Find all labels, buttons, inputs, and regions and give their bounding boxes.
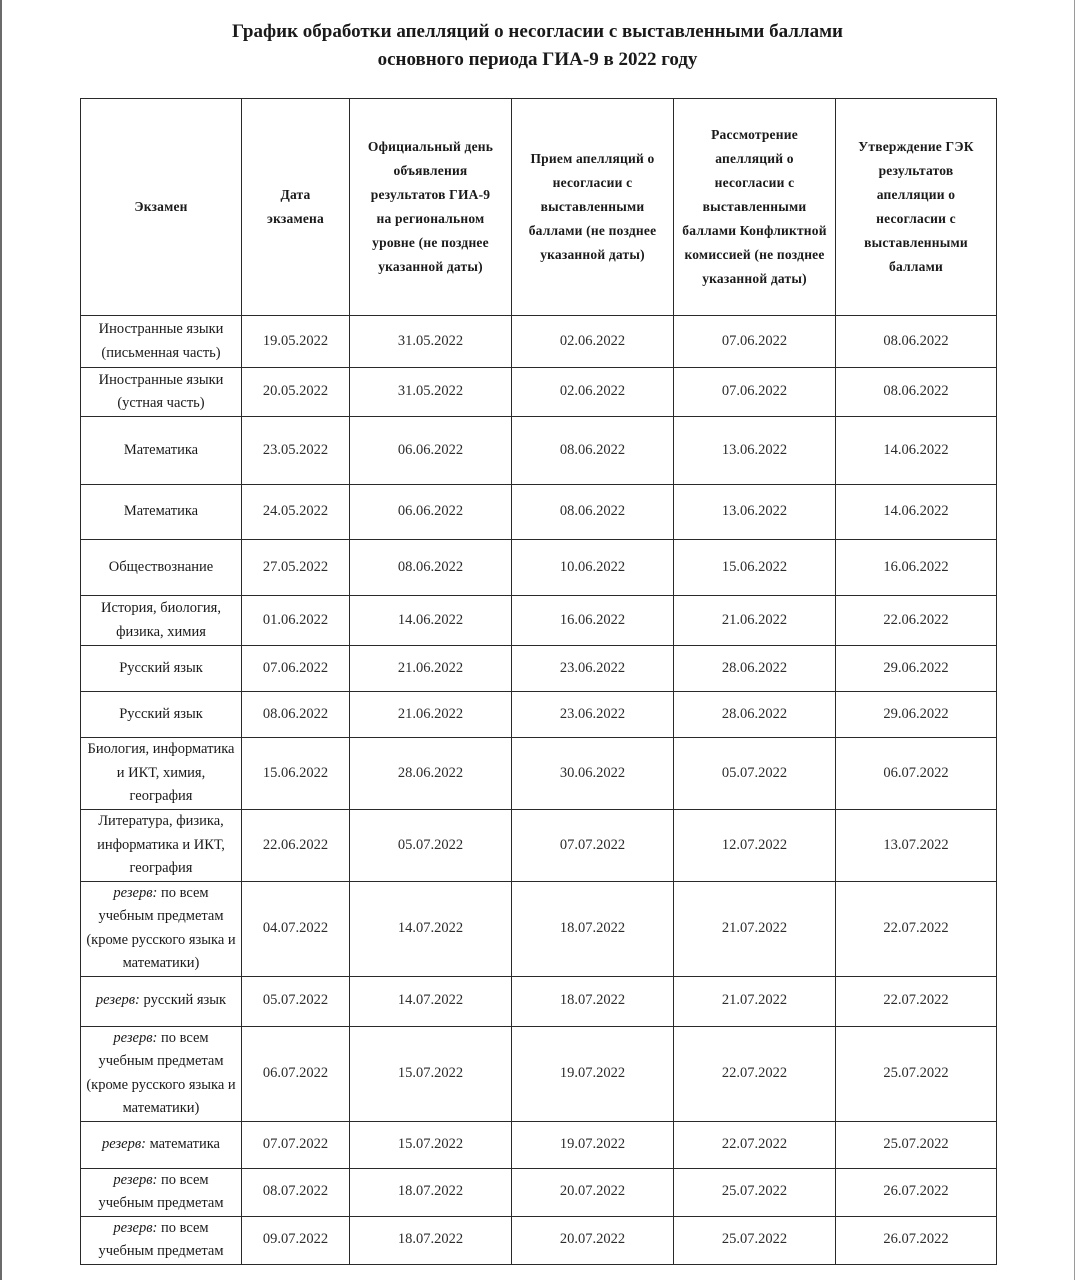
exam-name: История, биология, физика, химия (101, 600, 221, 640)
table-row (81, 976, 997, 1026)
approval-date-cell: 13.07.2022 (836, 810, 997, 882)
review-date-cell: 15.06.2022 (674, 540, 836, 596)
results-date-cell: 06.06.2022 (350, 417, 512, 485)
exam-date-cell: 19.05.2022 (242, 316, 350, 368)
header-appeal-intake: Прием апелляций о несогласии с выставленными баллами (не позднее указанной даты) (512, 99, 674, 316)
approval-date-cell: 22.07.2022 (836, 976, 997, 1026)
intake-date-cell: 19.07.2022 (512, 1121, 674, 1168)
table-row (81, 417, 997, 485)
approval-date-cell: 14.06.2022 (836, 417, 997, 485)
intake-date-cell: 08.06.2022 (512, 485, 674, 540)
approval-date-cell: 08.06.2022 (836, 368, 997, 417)
exam-date-cell: 05.07.2022 (242, 976, 350, 1026)
table-row (81, 692, 997, 738)
table-row (81, 1026, 997, 1121)
exam-name: по всем учебным предметам (98, 1219, 224, 1259)
review-date-cell: 07.06.2022 (674, 316, 836, 368)
exam-cell (81, 1168, 242, 1216)
table-row (81, 738, 997, 810)
review-date-cell: 13.06.2022 (674, 417, 836, 485)
exam-name: Русский язык (119, 659, 203, 676)
exam-date-cell: 09.07.2022 (242, 1216, 350, 1264)
table-row (81, 540, 997, 596)
exam-name: по всем учебным предметам (кроме русского языка и математики) (86, 884, 236, 971)
exam-name: Обществознание (108, 558, 214, 575)
review-date-cell: 22.07.2022 (674, 1026, 836, 1121)
intake-date-cell: 20.07.2022 (512, 1168, 674, 1216)
intake-date-cell: 19.07.2022 (512, 1026, 674, 1121)
approval-date-cell: 06.07.2022 (836, 738, 997, 810)
exam-name: по всем учебным предметам (кроме русского языка и математики) (86, 1029, 236, 1116)
page-left-edge (0, 0, 2, 1280)
intake-date-cell: 10.06.2022 (512, 540, 674, 596)
results-date-cell: 14.06.2022 (350, 596, 512, 646)
intake-date-cell: 23.06.2022 (512, 646, 674, 692)
header-exam: Экзамен (81, 99, 242, 316)
exam-cell (81, 692, 242, 738)
results-date-cell: 31.05.2022 (350, 316, 512, 368)
reserve-prefix: резерв: (113, 884, 158, 901)
exam-name: Биология, информатика и ИКТ, химия, география (87, 741, 235, 805)
results-date-cell: 18.07.2022 (350, 1168, 512, 1216)
exam-cell (81, 810, 242, 882)
exam-cell (81, 646, 242, 692)
intake-date-cell: 07.07.2022 (512, 810, 674, 882)
exam-cell (81, 417, 242, 485)
exam-cell (81, 316, 242, 368)
review-date-cell: 13.06.2022 (674, 485, 836, 540)
reserve-prefix: резерв: (95, 992, 140, 1009)
results-date-cell: 14.07.2022 (350, 976, 512, 1026)
table-header-row (81, 99, 997, 316)
approval-date-cell: 22.07.2022 (836, 881, 997, 976)
results-date-cell: 18.07.2022 (350, 1216, 512, 1264)
intake-date-cell: 18.07.2022 (512, 976, 674, 1026)
reserve-prefix: резерв: (113, 1171, 158, 1188)
review-date-cell: 22.07.2022 (674, 1121, 836, 1168)
approval-date-cell: 26.07.2022 (836, 1168, 997, 1216)
reserve-prefix: резерв: (113, 1029, 158, 1046)
results-date-cell: 14.07.2022 (350, 881, 512, 976)
reserve-prefix: резерв: (102, 1135, 146, 1152)
table-row (81, 881, 997, 976)
exam-date-cell: 06.07.2022 (242, 1026, 350, 1121)
approval-date-cell: 25.07.2022 (836, 1026, 997, 1121)
exam-name: Иностранные языки (устная часть) (98, 371, 224, 411)
exam-cell (81, 738, 242, 810)
header-gek-approval: Утверждение ГЭК результатов апелляции о несогласии с выставленными баллами (836, 99, 997, 316)
exam-cell (81, 976, 242, 1026)
review-date-cell: 21.07.2022 (674, 881, 836, 976)
exam-name: Русский язык (119, 705, 203, 722)
intake-date-cell: 30.06.2022 (512, 738, 674, 810)
appeals-schedule-table (80, 98, 997, 1265)
intake-date-cell: 23.06.2022 (512, 692, 674, 738)
approval-date-cell: 16.06.2022 (836, 540, 997, 596)
table-row (81, 646, 997, 692)
table-row (81, 1121, 997, 1168)
exam-cell (81, 540, 242, 596)
exam-date-cell: 20.05.2022 (242, 368, 350, 417)
exam-date-cell: 23.05.2022 (242, 417, 350, 485)
exam-name: русский язык (143, 992, 227, 1009)
results-date-cell: 28.06.2022 (350, 738, 512, 810)
approval-date-cell: 08.06.2022 (836, 316, 997, 368)
exam-cell (81, 1216, 242, 1264)
review-date-cell: 21.06.2022 (674, 596, 836, 646)
exam-cell (81, 485, 242, 540)
exam-name: Математика (123, 441, 199, 458)
exam-cell (81, 596, 242, 646)
results-date-cell: 15.07.2022 (350, 1121, 512, 1168)
exam-date-cell: 27.05.2022 (242, 540, 350, 596)
exam-date-cell: 08.06.2022 (242, 692, 350, 738)
exam-cell (81, 1121, 242, 1168)
intake-date-cell: 02.06.2022 (512, 316, 674, 368)
header-appeal-review: Рассмотрение апелляций о несогласии с выставленными баллами Конфликтной комиссией (не позднее указанной даты) (674, 99, 836, 316)
results-date-cell: 21.06.2022 (350, 646, 512, 692)
title-line-1: График обработки апелляций о несогласии с выставленными баллами (232, 21, 843, 42)
approval-date-cell: 29.06.2022 (836, 646, 997, 692)
table-row (81, 596, 997, 646)
exam-name: Иностранные языки (письменная часть) (98, 321, 224, 361)
results-date-cell: 15.07.2022 (350, 1026, 512, 1121)
review-date-cell: 25.07.2022 (674, 1216, 836, 1264)
results-date-cell: 08.06.2022 (350, 540, 512, 596)
review-date-cell: 28.06.2022 (674, 692, 836, 738)
review-date-cell: 25.07.2022 (674, 1168, 836, 1216)
review-date-cell: 12.07.2022 (674, 810, 836, 882)
exam-date-cell: 07.06.2022 (242, 646, 350, 692)
header-results-day: Официальный день объявления результатов ГИА-9 на региональном уровне (не позднее указанной даты) (350, 99, 512, 316)
exam-date-cell: 01.06.2022 (242, 596, 350, 646)
review-date-cell: 28.06.2022 (674, 646, 836, 692)
approval-date-cell: 29.06.2022 (836, 692, 997, 738)
table-row (81, 810, 997, 882)
table-row (81, 368, 997, 417)
results-date-cell: 21.06.2022 (350, 692, 512, 738)
exam-name: по всем учебным предметам (98, 1171, 224, 1211)
intake-date-cell: 02.06.2022 (512, 368, 674, 417)
approval-date-cell: 22.06.2022 (836, 596, 997, 646)
exam-name: Математика (123, 503, 199, 520)
exam-date-cell: 24.05.2022 (242, 485, 350, 540)
exam-date-cell: 07.07.2022 (242, 1121, 350, 1168)
document-title (0, 18, 1075, 74)
table-row (81, 1216, 997, 1264)
exam-cell (81, 368, 242, 417)
exam-cell (81, 881, 242, 976)
table-row (81, 316, 997, 368)
header-exam-date: Дата экзамена (242, 99, 350, 316)
intake-date-cell: 18.07.2022 (512, 881, 674, 976)
review-date-cell: 21.07.2022 (674, 976, 836, 1026)
exam-date-cell: 04.07.2022 (242, 881, 350, 976)
intake-date-cell: 08.06.2022 (512, 417, 674, 485)
results-date-cell: 05.07.2022 (350, 810, 512, 882)
exam-name: математика (149, 1135, 220, 1152)
table-row (81, 485, 997, 540)
results-date-cell: 06.06.2022 (350, 485, 512, 540)
intake-date-cell: 20.07.2022 (512, 1216, 674, 1264)
reserve-prefix: резерв: (113, 1219, 158, 1236)
exam-date-cell: 22.06.2022 (242, 810, 350, 882)
exam-name: Литература, физика, информатика и ИКТ, география (97, 813, 225, 876)
intake-date-cell: 16.06.2022 (512, 596, 674, 646)
title-line-2: основного периода ГИА-9 в 2022 году (377, 49, 698, 70)
results-date-cell: 31.05.2022 (350, 368, 512, 417)
review-date-cell: 05.07.2022 (674, 738, 836, 810)
table-row (81, 1168, 997, 1216)
exam-date-cell: 15.06.2022 (242, 738, 350, 810)
review-date-cell: 07.06.2022 (674, 368, 836, 417)
approval-date-cell: 14.06.2022 (836, 485, 997, 540)
approval-date-cell: 26.07.2022 (836, 1216, 997, 1264)
approval-date-cell: 25.07.2022 (836, 1121, 997, 1168)
exam-date-cell: 08.07.2022 (242, 1168, 350, 1216)
exam-cell (81, 1026, 242, 1121)
